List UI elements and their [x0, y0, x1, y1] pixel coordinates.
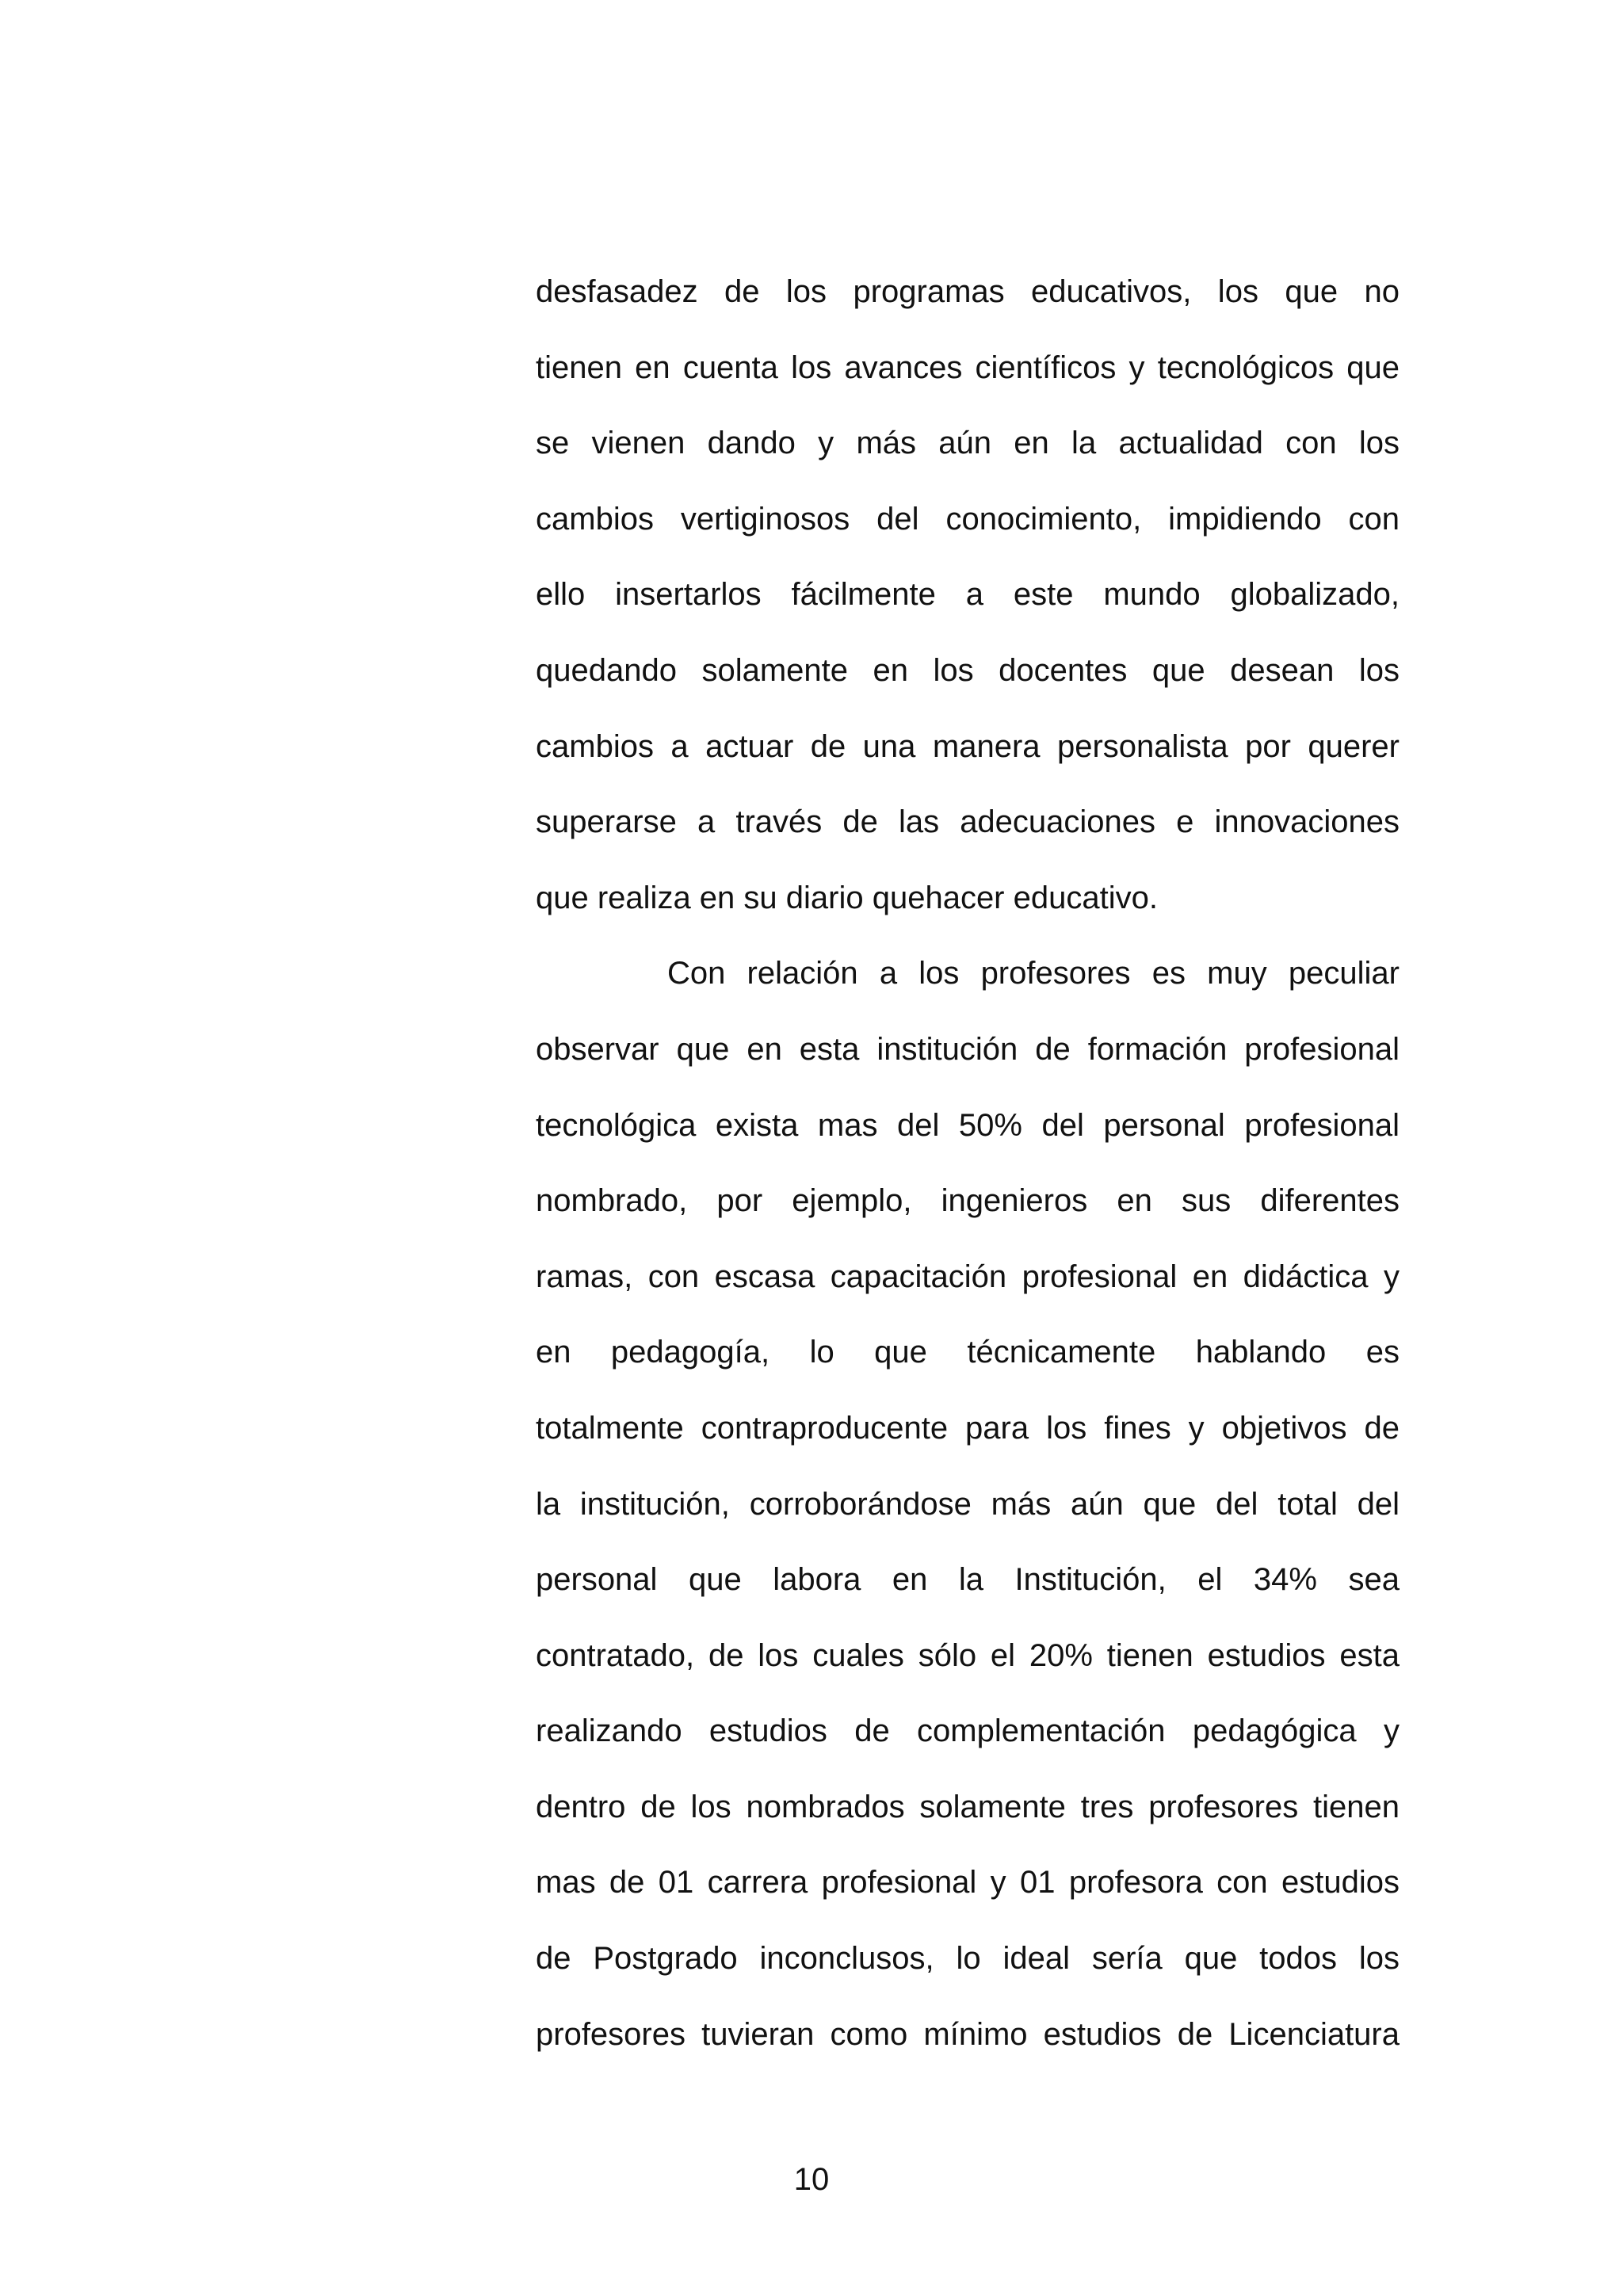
text-line: totalmente contraproducente para los fines y objetivos de [536, 1410, 1400, 1446]
text-line: superarse a través de las adecuaciones e innovaciones [536, 804, 1400, 840]
text-line: profesores tuvieran como mínimo estudios de Licenciatura [536, 2016, 1400, 2052]
text-line: se vienen dando y más aún en la actualidad con los [536, 426, 1400, 461]
text-line: tienen en cuenta los avances científicos y tecnológicos que [536, 350, 1400, 385]
text-line: de Postgrado inconclusos, lo ideal sería que todos los [536, 1941, 1400, 1977]
text-line: quedando solamente en los docentes que desean los [536, 652, 1400, 688]
paragraph-start-line: Con relación a los profesores es muy peculiar [667, 956, 1400, 991]
text-line: contratado, de los cuales sólo el 20% tienen estudios esta [536, 1637, 1400, 1673]
text-line: tecnológica exista mas del 50% del personal profesional [536, 1107, 1400, 1143]
text-line: ramas, con escasa capacitación profesional en didáctica y [536, 1259, 1400, 1294]
text-line: realizando estudios de complementación pedagógica y [536, 1713, 1400, 1749]
paragraph-end-line: que realiza en su diario quehacer educativo. [536, 880, 1158, 915]
text-line: mas de 01 carrera profesional y 01 profesora con estudios [536, 1865, 1400, 1901]
text-line: ello insertarlos fácilmente a este mundo globalizado, [536, 577, 1400, 613]
text-line: cambios vertiginosos del conocimiento, impidiendo con [536, 501, 1400, 537]
text-line: nombrado, por ejemplo, ingenieros en sus diferentes [536, 1183, 1400, 1219]
text-line: en pedagogía, lo que técnicamente hablando es [536, 1335, 1400, 1370]
page-number: 10 [793, 2162, 830, 2197]
text-line: desfasadez de los programas educativos, los que no [536, 274, 1400, 309]
text-line: la institución, corroborándose más aún que del total del [536, 1486, 1400, 1522]
body-text [536, 268, 1400, 2086]
text-line: dentro de los nombrados solamente tres profesores tienen [536, 1789, 1400, 1824]
text-line: personal que labora en la Institución, el 34% sea [536, 1562, 1400, 1598]
text-line: cambios a actuar de una manera personalista por querer [536, 728, 1400, 764]
text-line: observar que en esta institución de formación profesional [536, 1031, 1400, 1067]
